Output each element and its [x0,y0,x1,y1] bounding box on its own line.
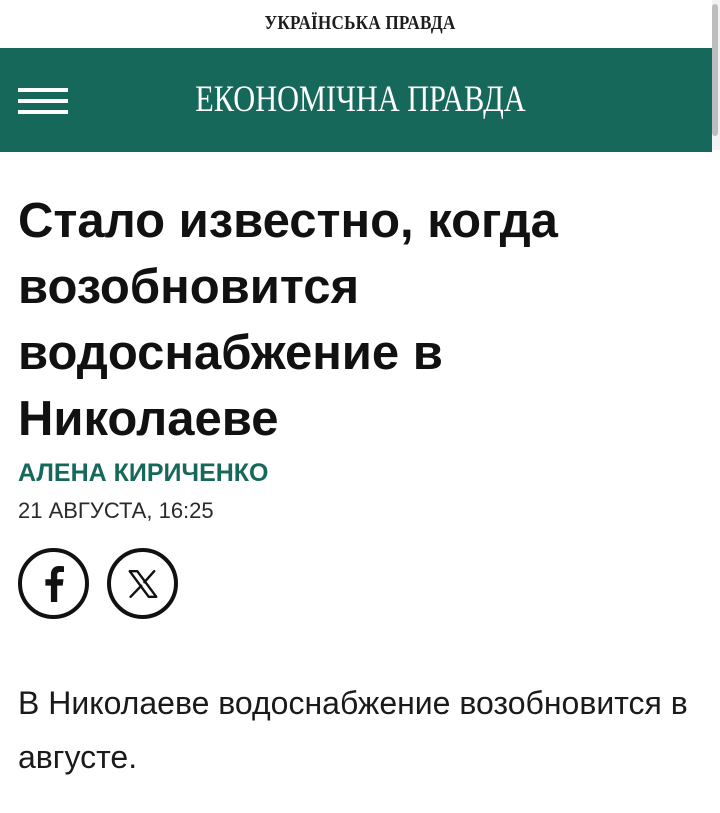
section-logo-text: ЕКОНОМІЧНА ПРАВДА [194,79,526,120]
article-title: Стало известно, когда возобновится водоснабжение в Николаеве [18,194,558,446]
section-header [0,48,712,152]
ukrainska-pravda-logo[interactable]: УКРАЇНСЬКА ПРАВДА [264,12,456,34]
facebook-share-button[interactable] [18,548,89,619]
facebook-icon [43,566,65,602]
ekonomichna-pravda-logo[interactable] [0,78,720,122]
article-date: 21 АВГУСТА, 16:25 [18,498,214,523]
article-author[interactable]: АЛЕНА КИРИЧЕНКО [18,459,269,487]
x-icon [128,570,158,598]
x-share-button[interactable] [107,548,178,619]
top-masthead [0,0,720,48]
article-lead: В Николаеве водоснабжение возобновится в августе. [18,685,688,775]
